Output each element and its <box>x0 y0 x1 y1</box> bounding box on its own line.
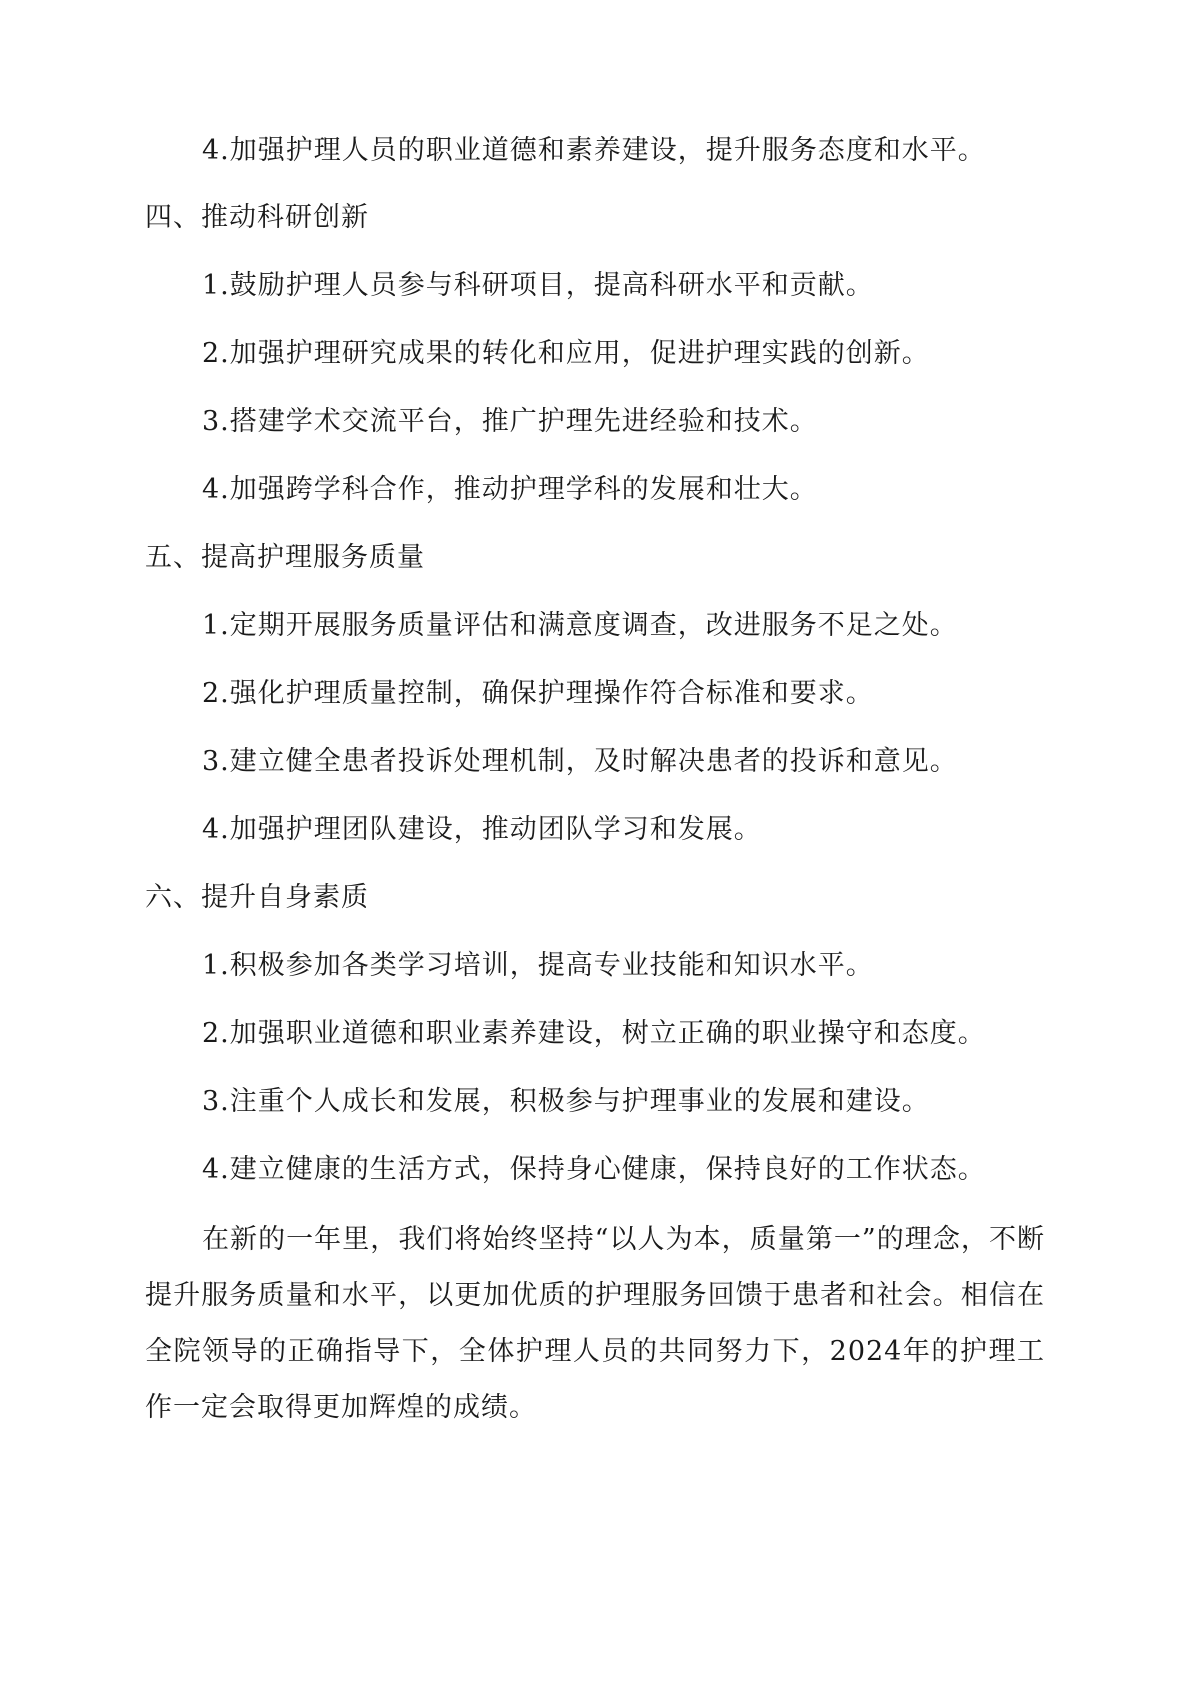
list-item: 1.定期开展服务质量评估和满意度调查，改进服务不足之处。 <box>202 610 958 641</box>
list-item: 4.建立健康的生活方式，保持身心健康，保持良好的工作状态。 <box>202 1154 986 1185</box>
list-item: 2.加强护理研究成果的转化和应用，促进护理实践的创新。 <box>202 338 930 369</box>
list-item: 2.强化护理质量控制，确保护理操作符合标准和要求。 <box>202 678 874 709</box>
list-item: 3.搭建学术交流平台，推广护理先进经验和技术。 <box>202 406 818 437</box>
list-item: 2.加强职业道德和职业素养建设，树立正确的职业操守和态度。 <box>202 1018 986 1049</box>
list-item: 1.鼓励护理人员参与科研项目，提高科研水平和贡献。 <box>202 270 874 301</box>
closing-paragraph: 在新的一年里，我们将始终坚持“以人为本，质量第一”的理念，不断提升服务质量和水平，以更加优质的护理服务回馈于患者和社会。相信在全院领导的正确指导下，全体护理人员的共同努力下，2024年的护理工作一定会取得更加辉煌的成绩。 <box>145 1224 1045 1423</box>
list-item: 4.加强护理人员的职业道德和素养建设，提升服务态度和水平。 <box>202 135 986 166</box>
section-heading: 六、提升自身素质 <box>145 882 369 913</box>
list-item: 4.加强跨学科合作，推动护理学科的发展和壮大。 <box>202 474 818 505</box>
list-item: 1.积极参加各类学习培训，提高专业技能和知识水平。 <box>202 950 874 981</box>
section-heading: 五、提高护理服务质量 <box>145 542 425 573</box>
list-item: 4.加强护理团队建设，推动团队学习和发展。 <box>202 814 762 845</box>
section-heading: 四、推动科研创新 <box>145 202 369 233</box>
list-item: 3.注重个人成长和发展，积极参与护理事业的发展和建设。 <box>202 1086 930 1117</box>
list-item: 3.建立健全患者投诉处理机制，及时解决患者的投诉和意见。 <box>202 746 958 777</box>
